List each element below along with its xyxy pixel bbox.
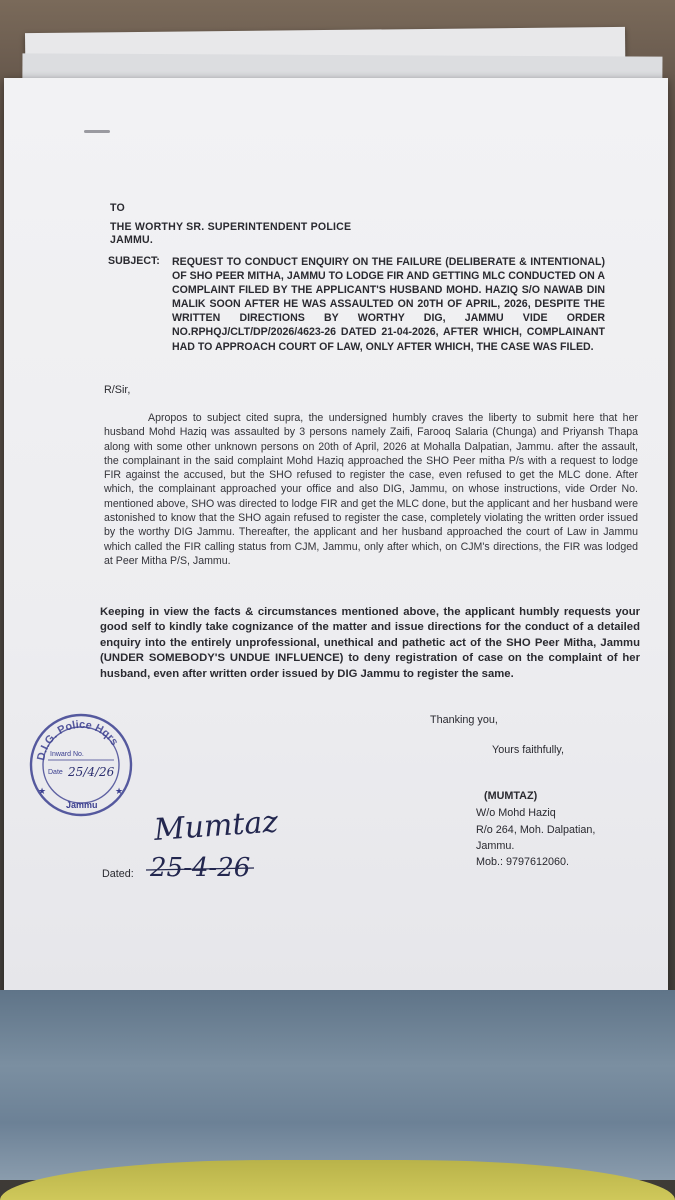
sender-address: R/o 264, Moh. Dalpatian, — [476, 824, 596, 836]
svg-text:★: ★ — [38, 786, 47, 796]
body-paragraph-2: Keeping in view the facts & circumstances mentioned above, the applicant humbly requests your good self to kindly take cognizance of the matter and issue directions for the conduct of a detailed enquiry into the entirely unprofessional, unethical and pathetic act of the SHO Peer Mitha, Jammu (UNDER SOMEBODY'S UNDUE INFLUENCE) to deny registration of case on the complaint of her husband, even after written order issued by DIG Jammu to register the same. — [100, 606, 640, 680]
police-stamp — [26, 710, 136, 820]
sender-name: (MUMTAZ) — [484, 790, 538, 802]
stamp-date-label: Date — [48, 769, 63, 776]
salutation: R/Sir, — [104, 384, 131, 396]
subject-text: REQUEST TO CONDUCT ENQUIRY ON THE FAILURE (DELIBERATE & INTENTIONAL) OF SHO PEER MITHA, JAMMU TO LODGE FIR AND GETTING MLC CONDUCTED ON A COMPLAINT FILED BY THE APPLICANT'S HUSBAND MOHD. HAZIQ S/O NAWAB DIN MALIK SOON AFTER HE WAS ASSAULTED ON 20TH OF APRIL, 2026, DESPITE THE WRITTEN DIRECTIONS BY WORTHY DIG, JAMMU VIDE ORDER NO.RPHQJ/CLT/DP/2026/4623-26 DATED 21-04-2026, AFTER WHICH, COMPLAINANT HAD TO APPROACH COURT OF LAW, ONLY AFTER WHICH, THE CASE WAS FILED. — [172, 256, 605, 353]
letter-page — [4, 78, 668, 1003]
yours-faithfully: Yours faithfully, — [492, 744, 565, 756]
subject-label: SUBJECT: — [108, 255, 160, 267]
background-jeans — [0, 990, 675, 1180]
sender-mobile: Mob.: 9797612060. — [476, 856, 570, 868]
body-paragraph-1: Apropos to subject cited supra, the undersigned humbly craves the liberty to submit here that her husband Mohd Haziq was assaulted by 3 persons namely Zaifi, Farooq Salaria (Chunga) and Priyansh Thapa along with some other unknown persons on 20th of April, 2026 at Mohalla Dalpatian, Jammu. after the assault, the complainant in the said complaint Mohd Haziq approached the SHO Peer mitha P/s with a request to lodge FIR against the accused, but the SHO refused to register the case, even refused to get the MLC done. After which, the complainant approached your office and also DIG, Jammu, on whose instructions, vide Order No. mentioned above, SHO was directed to lodge FIR and get the MLC done, but the applicant and her husband were astonished to know that the SHO again refused to register the case, completely violating the written order issued by the worthy DIG Jammu. Thereafter, the applicant and her husband approached the court of Law in Jammu which called the FIR calling status from CJM, Jammu, only after which, on CJM's directions, the FIR was lodged at Peer Mitha P/S, Jammu. — [104, 412, 638, 567]
staple-mark — [84, 130, 110, 133]
date-text: 25-4-26 — [150, 853, 251, 883]
handwritten-date — [144, 848, 314, 888]
thanking-line: Thanking you, — [430, 714, 498, 726]
sender-city: Jammu. — [476, 840, 515, 852]
signature-text: Mumtaz — [152, 804, 280, 849]
stamp-date-value: 25/4/26 — [68, 765, 115, 779]
to-label: TO — [110, 202, 125, 214]
sender-relation: W/o Mohd Haziq — [476, 807, 556, 819]
recipient-city: JAMMU. — [110, 234, 153, 246]
recipient-line: THE WORTHY SR. SUPERINTENDENT POLICE — [110, 221, 352, 233]
svg-text:★: ★ — [115, 786, 124, 796]
stamp-inward-label: Inward No. — [50, 751, 84, 758]
dated-label: Dated: — [102, 868, 134, 880]
stamp-ring-text: D.I.G. Police Hqrs — [35, 718, 121, 762]
stamp-bottom-text: Jammu — [66, 800, 98, 810]
